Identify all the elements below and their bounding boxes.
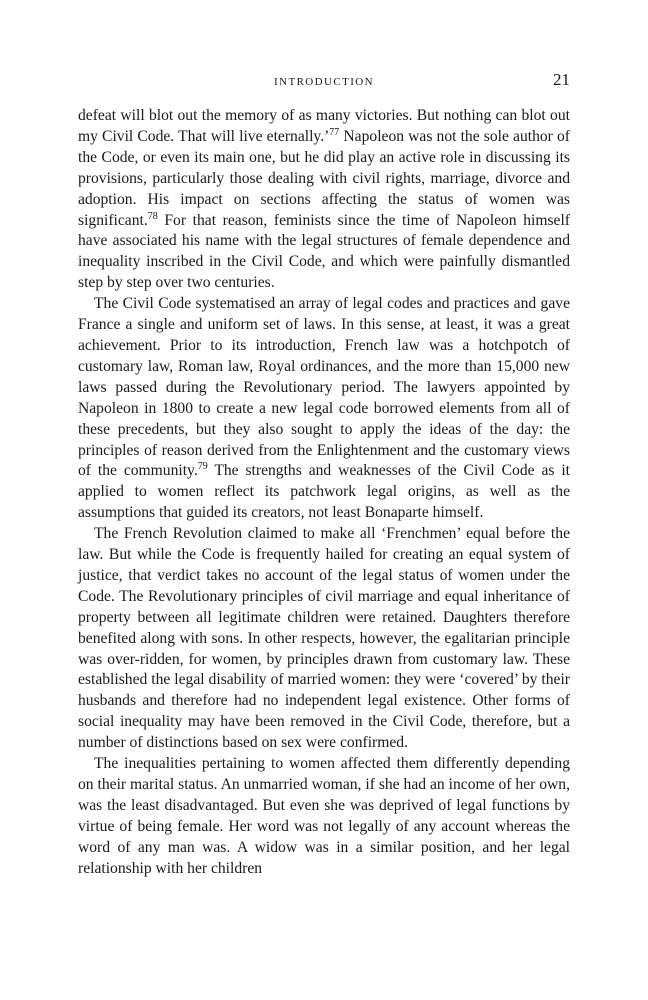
running-head: [78, 70, 570, 96]
running-title: INTRODUCTION: [274, 76, 374, 88]
text-segment: [78, 295, 570, 479]
paragraph-1: [78, 106, 570, 294]
footnote-ref-79: 79: [197, 461, 208, 473]
paragraph-2: [78, 294, 570, 524]
paragraph-3: [78, 524, 570, 754]
footnote-ref-78: 78: [147, 210, 158, 222]
text-segment: [78, 755, 570, 877]
page-number: 21: [553, 70, 570, 89]
footnote-ref-77: 77: [329, 126, 340, 138]
segment-text: defeat will blot out the memory of as many victories. But nothing can blot out my Civil Code. That will live eternally.’: [78, 107, 570, 145]
segment-text: The strengths and weaknesses of the Civil Code as it applied to women reflect its patchwork legal origins, as well as the assumptions that guided its creators, not least Bonaparte himself.: [78, 462, 570, 522]
book-page: [78, 70, 570, 880]
body-text: [78, 106, 570, 880]
segment-text: The inequalities pertaining to women affected them differently depending on their marital status. An unmarried woman, if she had an income of her own, was the least disadvantaged. But even she was deprived of legal functions by virtue of being female. Her word was not legally of any account whereas the word of any man was. A widow was in a similar position, and her legal relationship with her children: [78, 755, 570, 877]
text-segment: [78, 525, 570, 751]
paragraph-4: [78, 754, 570, 879]
segment-text: Napoleon was not the sole author of the Code, or even its main one, but he did play an active role in discussing its provisions, particularly those dealing with civil rights, marriage, divorce and adoption. His impact on sections affecting the status of women was significant.: [78, 127, 570, 229]
segment-text: The French Revolution claimed to make all ‘Frenchmen’ equal before the law. But while the Code is frequently hailed for creating an equal system of justice, that verdict takes no account of the legal status of women under the Code. The Revolutionary principles of civil marriage and equal inheritance of property between all legitimate children were retained. Daughters therefore benefited along with sons. In other respects, however, the egalitarian principle was over-ridden, for women, by principles drawn from customary law. These established the legal disability of married women: they were ‘covered’ by their husbands and therefore had no independent legal existence. Other forms of social inequality may have been removed in the Civil Code, therefore, but a number of distinctions based on sex were confirmed.: [78, 525, 570, 752]
segment-text: For that reason, feminists since the time of Napoleon himself have associated his name with the legal structures of female dependence and inequality inscribed in the Civil Code, and which were painfully dismantled step by step over two centuries.: [78, 211, 570, 292]
segment-text: The Civil Code systematised an array of legal codes and practices and gave France a single and uniform set of laws. In this sense, at least, it was a great achievement. Prior to its introduction, French law was a hotchpotch of customary law, Roman law, Royal ordinances, and the more than 15,000 new laws passed during the Revolutionary period. The lawyers appointed by Napoleon in 1800 to create a new legal code borrowed elements from all of these precedents, but they also sought to apply the ideas of the day: the principles of reason derived from the Enlightenment and the customary views of the community.: [78, 295, 570, 480]
